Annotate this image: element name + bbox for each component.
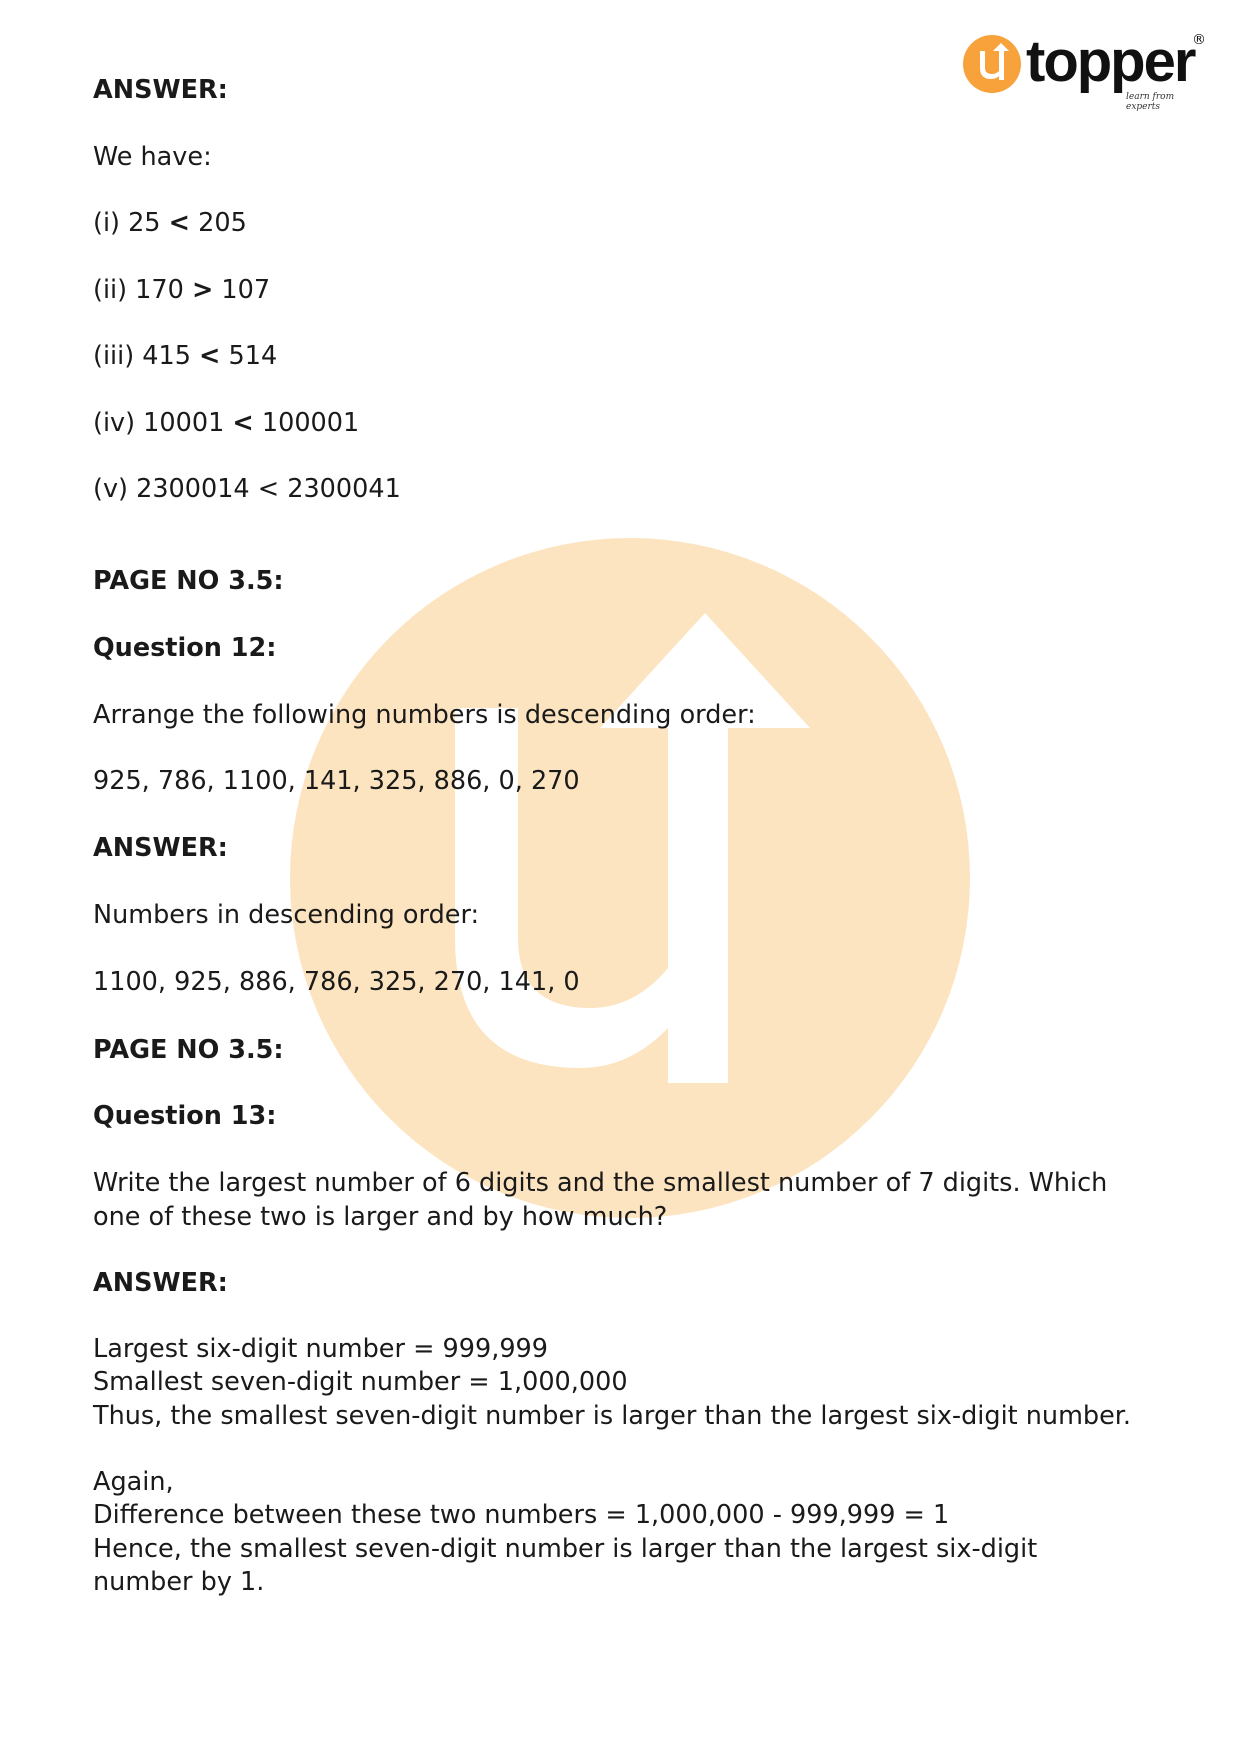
answer-heading: ANSWER: <box>93 75 228 105</box>
comparison-v: (v) 2300014 < 2300041 <box>93 474 401 504</box>
answer-heading: ANSWER: <box>93 1268 228 1298</box>
descending-numbers: 1100, 925, 886, 786, 325, 270, 141, 0 <box>93 967 580 997</box>
answer-line: Again, <box>93 1467 174 1497</box>
answer-line: Smallest seven-digit number = 1,000,000 <box>93 1367 628 1397</box>
answer-line: number by 1. <box>93 1567 265 1597</box>
question-12-numbers: 925, 786, 1100, 141, 325, 886, 0, 270 <box>93 766 580 796</box>
question-13-heading: Question 13: <box>93 1101 277 1131</box>
descending-label: Numbers in descending order: <box>93 900 480 930</box>
operator: < <box>199 341 221 371</box>
operator: > <box>191 275 214 305</box>
brand-name: topper <box>1026 29 1195 94</box>
we-have-text: We have: <box>93 142 212 172</box>
registered-mark: ® <box>1192 32 1206 48</box>
watermark-logo <box>290 538 970 1218</box>
page-number-heading: PAGE NO 3.5: <box>93 1035 284 1065</box>
comparison-iv: (iv) 10001 < 100001 <box>93 408 360 438</box>
question-13-text: Write the largest number of 6 digits and the smallest number of 7 digits. Which <box>93 1168 1108 1198</box>
comparison-iii: (iii) 415 < 514 <box>93 341 278 371</box>
answer-line: Difference between these two numbers = 1,000,000 - 999,999 = 1 <box>93 1500 950 1530</box>
operator: < <box>168 208 191 238</box>
comparison-ii: (ii) 170 > 107 <box>93 275 271 305</box>
answer-line: Thus, the smallest seven-digit number is larger than the largest six-digit number. <box>93 1401 1132 1431</box>
comparison-i: (i) 25 < 205 <box>93 208 247 238</box>
question-12-text: Arrange the following numbers is descending order: <box>93 700 756 730</box>
operator: < <box>232 408 254 438</box>
brand-logo <box>962 29 1208 112</box>
page-number-heading: PAGE NO 3.5: <box>93 566 284 596</box>
answer-line: Hence, the smallest seven-digit number is larger than the largest six-digit <box>93 1534 1038 1564</box>
answer-line: Largest six-digit number = 999,999 <box>93 1334 548 1364</box>
question-12-heading: Question 12: <box>93 633 277 663</box>
brand-tagline: learn from experts <box>1126 92 1175 112</box>
answer-heading: ANSWER: <box>93 833 228 863</box>
question-13-text: one of these two is larger and by how much? <box>93 1202 668 1232</box>
